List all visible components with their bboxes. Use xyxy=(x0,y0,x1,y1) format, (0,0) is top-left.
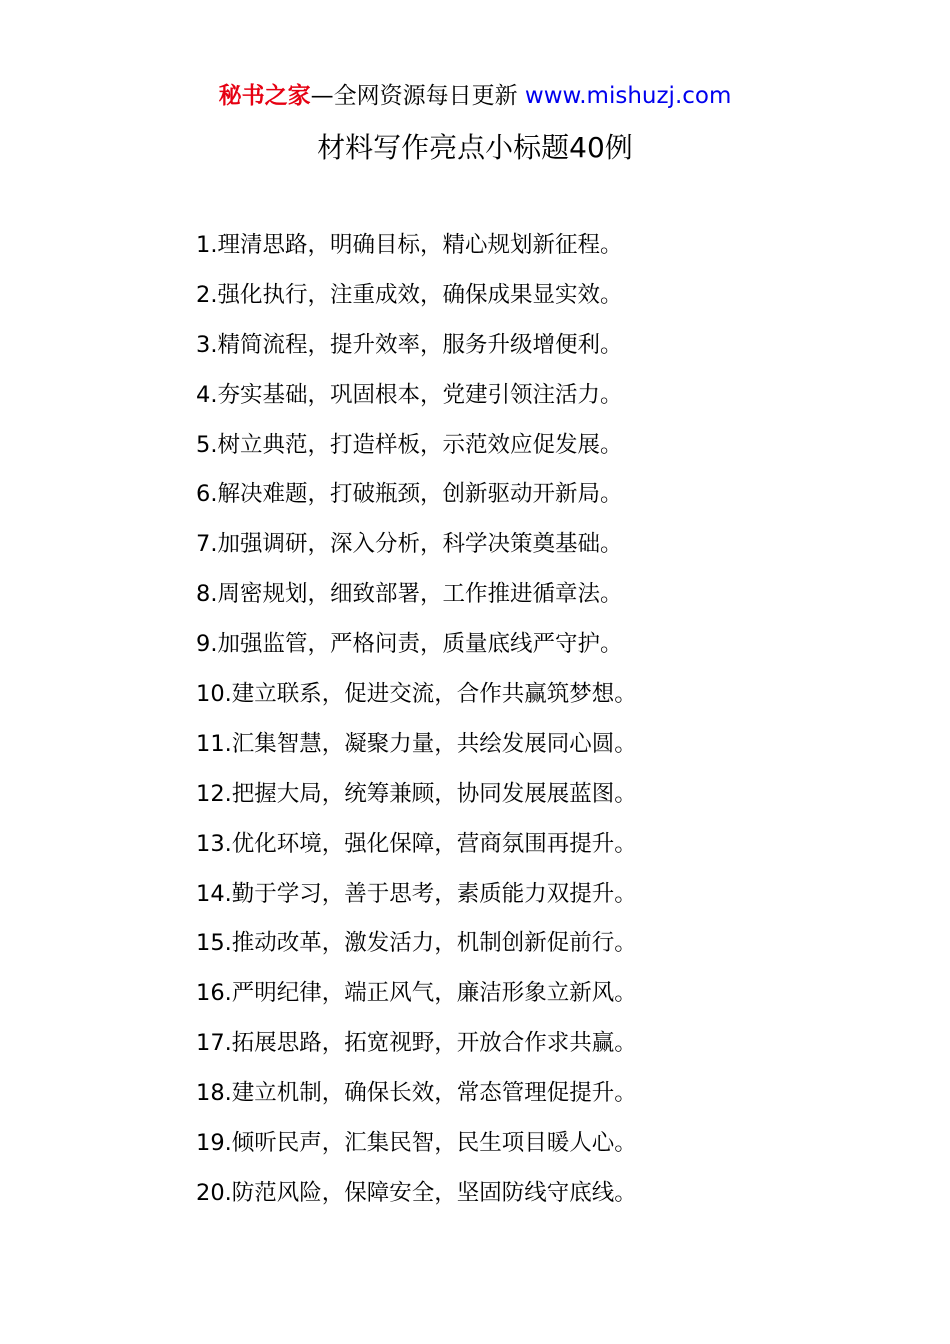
list-item: 5.树立典范，打造样板，示范效应促发展。 xyxy=(196,431,623,458)
brand-name: 秘书之家 xyxy=(218,83,311,109)
list-item: 8.周密规划，细致部署，工作推进循章法。 xyxy=(196,581,623,608)
list-item: 19.倾听民声，汇集民智，民生项目暖人心。 xyxy=(196,1130,637,1157)
site-url-link[interactable]: www.mishuzj.com xyxy=(524,83,732,109)
headline-list xyxy=(196,223,637,1221)
list-item: 13.优化环境，强化保障，营商氛围再提升。 xyxy=(196,830,637,857)
list-item: 11.汇集智慧，凝聚力量，共绘发展同心圆。 xyxy=(196,730,637,757)
list-item: 2.强化执行，注重成效，确保成果显实效。 xyxy=(196,281,623,308)
list-item: 9.加强监管，严格问责，质量底线严守护。 xyxy=(196,631,623,658)
list-item: 14.勤于学习，善于思考，素质能力双提升。 xyxy=(196,880,637,907)
list-item: 1.理清思路，明确目标，精心规划新征程。 xyxy=(196,232,623,258)
list-item: 3.精简流程，提升效率，服务升级增便利。 xyxy=(196,331,623,358)
list-item: 20.防范风险，保障安全，坚固防线守底线。 xyxy=(196,1179,637,1206)
list-item: 17.拓展思路，拓宽视野，开放合作求共赢。 xyxy=(196,1030,637,1057)
list-item: 18.建立机制，确保长效，常态管理促提升。 xyxy=(196,1080,637,1107)
page-title: 材料写作亮点小标题40例 xyxy=(317,131,633,164)
list-item: 4.夯实基础，巩固根本，党建引领注活力。 xyxy=(196,381,623,408)
list-item: 10.建立联系，促进交流，合作共赢筑梦想。 xyxy=(196,681,637,708)
list-item: 12.把握大局，统筹兼顾，协同发展展蓝图。 xyxy=(196,780,637,807)
list-item: 15.推动改革，激发活力，机制创新促前行。 xyxy=(196,930,637,957)
list-item: 6.解决难题，打破瓶颈，创新驱动开新局。 xyxy=(196,481,623,508)
list-item: 7.加强调研，深入分析，科学决策奠基础。 xyxy=(196,531,623,558)
list-item: 16.严明纪律，端正风气，廉洁形象立新风。 xyxy=(196,980,637,1007)
header-tagline: —全网资源每日更新 xyxy=(310,83,525,109)
site-header xyxy=(0,80,950,112)
